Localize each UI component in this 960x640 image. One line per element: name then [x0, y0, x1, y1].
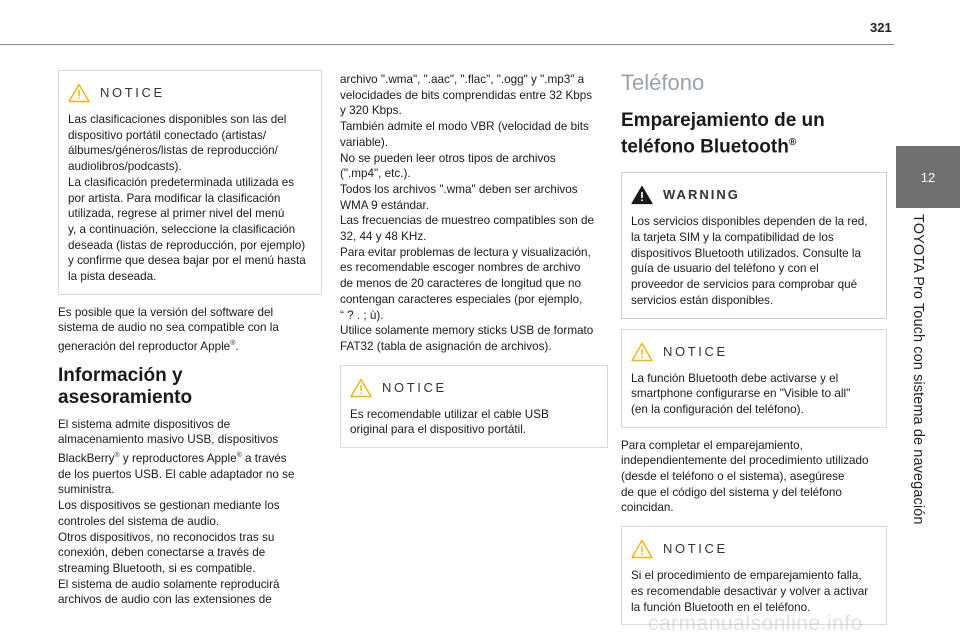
notice-title: NOTICE	[100, 85, 165, 101]
text-line: velocidades de bits comprendidas entre 32 Kbps	[340, 88, 593, 102]
text-line: smartphone configurarse en "Visible to all"	[631, 387, 851, 401]
notice-title: NOTICE	[663, 343, 728, 359]
warning-text	[631, 214, 878, 308]
notice-text	[631, 568, 878, 615]
text-line: Todos los archivos ".wma" deben ser archivos	[340, 182, 578, 196]
notice-title: NOTICE	[382, 379, 447, 395]
text-line: la función Bluetooth en el teléfono.	[631, 600, 811, 614]
section-heading	[621, 110, 887, 158]
text-line: de los puertos USB. El cable adaptador no se	[58, 467, 295, 481]
text-line: y confirme que desea bajar por el menú hasta	[68, 254, 306, 268]
notice-header	[631, 538, 878, 560]
text-line: la pista deseada.	[68, 270, 157, 284]
chapter-tab[interactable]	[896, 146, 960, 208]
text-line: Para completar el emparejamiento,	[621, 438, 803, 452]
body-paragraph	[58, 417, 322, 608]
notice-title: NOTICE	[663, 541, 728, 557]
warning-box	[621, 172, 887, 318]
text-line: almacenamiento masivo USB, dispositivos	[58, 433, 279, 447]
notice-box	[340, 365, 608, 448]
heading-line: Emparejamiento de un	[621, 110, 825, 131]
text-line: sistema de audio no sea compatible con la	[58, 321, 279, 335]
text-line: original para el dispositivo portátil.	[350, 423, 527, 437]
text-line: guía de usuario del teléfono y con el	[631, 262, 819, 276]
text-line: la tarjeta SIM y la compatibilidad de los	[631, 231, 834, 245]
body-paragraph	[58, 305, 322, 355]
text-line: audiolibros/podcasts).	[68, 160, 182, 174]
caution-triangle-icon	[631, 342, 653, 362]
text-line: es recomendable escoger nombres de archivo	[340, 261, 581, 275]
column-2	[340, 72, 608, 458]
text-line: deseada (listas de reproducción, por ejemplo)	[68, 238, 306, 252]
text-line: Las clasificaciones disponibles son las del	[68, 113, 287, 126]
text-line: 32, 44 y 48 KHz.	[340, 230, 427, 244]
text-line: utilizada, regrese al primer nivel del menú	[68, 207, 285, 221]
text-line: conexión, deben conectarse a través de	[58, 546, 266, 560]
text-line: dispositivo portátil conectado (artistas/	[68, 128, 267, 142]
text-line: “ ? . ; ù).	[340, 308, 384, 322]
notice-box	[621, 329, 887, 428]
text-line: Es recomendable utilizar el cable USB	[350, 407, 549, 421]
notice-text	[631, 371, 878, 418]
text-line: (".mp4", etc.).	[340, 167, 411, 181]
text-line: álbumes/géneros/listas de reproducción/	[68, 144, 278, 158]
text-line: Para evitar problemas de lectura y visualización,	[340, 245, 591, 259]
text-line: Las frecuencias de muestreo compatibles son de	[340, 214, 595, 228]
text-line: No se pueden leer otros tipos de archivos	[340, 151, 556, 165]
text-line: La función Bluetooth debe activarse y el	[631, 371, 839, 385]
text-line: (en la configuración del teléfono).	[631, 402, 804, 416]
text-line: El sistema de audio solamente reproducirá	[58, 577, 280, 591]
text-line	[58, 448, 322, 467]
page-number: 321	[870, 20, 892, 35]
text-line: controles del sistema de audio.	[58, 514, 220, 528]
text-line: Otros dispositivos, no reconocidos tras su	[58, 530, 275, 544]
caution-triangle-icon	[68, 83, 90, 103]
text-line: proveedor de servicios para comprobar qué	[631, 278, 858, 292]
registered-mark: ®	[788, 137, 797, 148]
text-line: Los servicios disponibles dependen de la red,	[631, 215, 868, 229]
warning-header	[631, 184, 878, 206]
text-line: independientemente del procedimiento utilizado	[621, 454, 869, 468]
text-line: y, a continuación, seleccione la clasificación	[68, 222, 296, 236]
text-line: Utilice solamente memory sticks USB de formato	[340, 324, 594, 338]
text-line: y 320 Kbps.	[340, 104, 402, 118]
registered-mark: ®	[236, 452, 242, 460]
text-fragment: a través	[241, 452, 287, 466]
caution-triangle-icon	[350, 378, 372, 398]
text-line: archivos de audio con las extensiones de	[58, 593, 272, 607]
text-fragment: .	[235, 340, 239, 354]
text-line: streaming Bluetooth, si es compatible.	[58, 561, 256, 575]
notice-header	[631, 341, 878, 363]
heading-line: asesoramiento	[58, 386, 193, 408]
text-line: La clasificación predeterminada utilizada es	[68, 175, 295, 189]
text-line: por artista. Para modificar la clasificación	[68, 191, 281, 205]
text-line: Los dispositivos se gestionan mediante los	[58, 499, 280, 513]
text-line: contengan caracteres especiales (por ejemplo,	[340, 292, 583, 306]
text-line: es recomendable desactivar y volver a activar	[631, 584, 869, 598]
heading-fragment: teléfono Bluetooth	[621, 136, 789, 158]
notice-text	[68, 112, 313, 285]
notice-header	[68, 82, 313, 104]
top-rule	[0, 44, 894, 45]
caution-triangle-icon	[631, 539, 653, 559]
warning-triangle-icon	[631, 185, 653, 205]
section-title: Teléfono	[621, 70, 705, 95]
heading-line: Información y	[58, 364, 183, 386]
heading-line	[621, 132, 887, 158]
body-paragraph	[340, 72, 608, 355]
text-line: suministra.	[58, 483, 115, 497]
column-3	[621, 70, 887, 635]
registered-mark: ®	[114, 452, 120, 460]
text-fragment: y reproductores Apple	[119, 452, 237, 466]
text-line: Es posible que la versión del software del	[58, 305, 274, 319]
column-1	[58, 70, 322, 618]
notice-text	[350, 407, 599, 438]
text-line: de que el código del sistema y del teléfono	[621, 485, 842, 499]
body-paragraph	[621, 438, 887, 517]
warning-title: WARNING	[663, 187, 740, 203]
text-fragment: BlackBerry	[58, 452, 115, 466]
text-line: También admite el modo VBR (velocidad de bits	[340, 120, 589, 134]
text-line: FAT32 (tabla de asignación de archivos).	[340, 339, 552, 353]
notice-box	[58, 70, 322, 295]
text-line: coincidan.	[621, 501, 674, 515]
text-line: El sistema admite dispositivos de	[58, 417, 231, 431]
text-line: WMA 9 estándar.	[340, 198, 429, 212]
notice-header	[350, 377, 599, 399]
section-heading	[58, 365, 322, 409]
text-line	[58, 336, 322, 355]
chapter-number: 12	[920, 169, 936, 185]
notice-box	[621, 526, 887, 625]
text-line: de menos de 20 caracteres de longitud que no	[340, 277, 582, 291]
text-line: servicios están disponibles.	[631, 293, 774, 307]
registered-mark: ®	[230, 340, 236, 348]
text-line: Si el procedimiento de emparejamiento falla,	[631, 569, 862, 583]
watermark: carmanualsonline.info	[648, 612, 863, 635]
text-line: archivo ".wma", ".aac", ".flac", ".ogg" y ".mp3" a	[340, 73, 585, 86]
side-title: TOYOTA Pro Touch con sistema de navegación	[910, 214, 926, 525]
text-line: variable).	[340, 135, 389, 149]
text-line: (desde el teléfono o el sistema), asegúrese	[621, 470, 845, 484]
text-fragment: generación del reproductor Apple	[58, 340, 231, 354]
text-line: dispositivos Bluetooth utilizados. Consulte la	[631, 246, 861, 260]
